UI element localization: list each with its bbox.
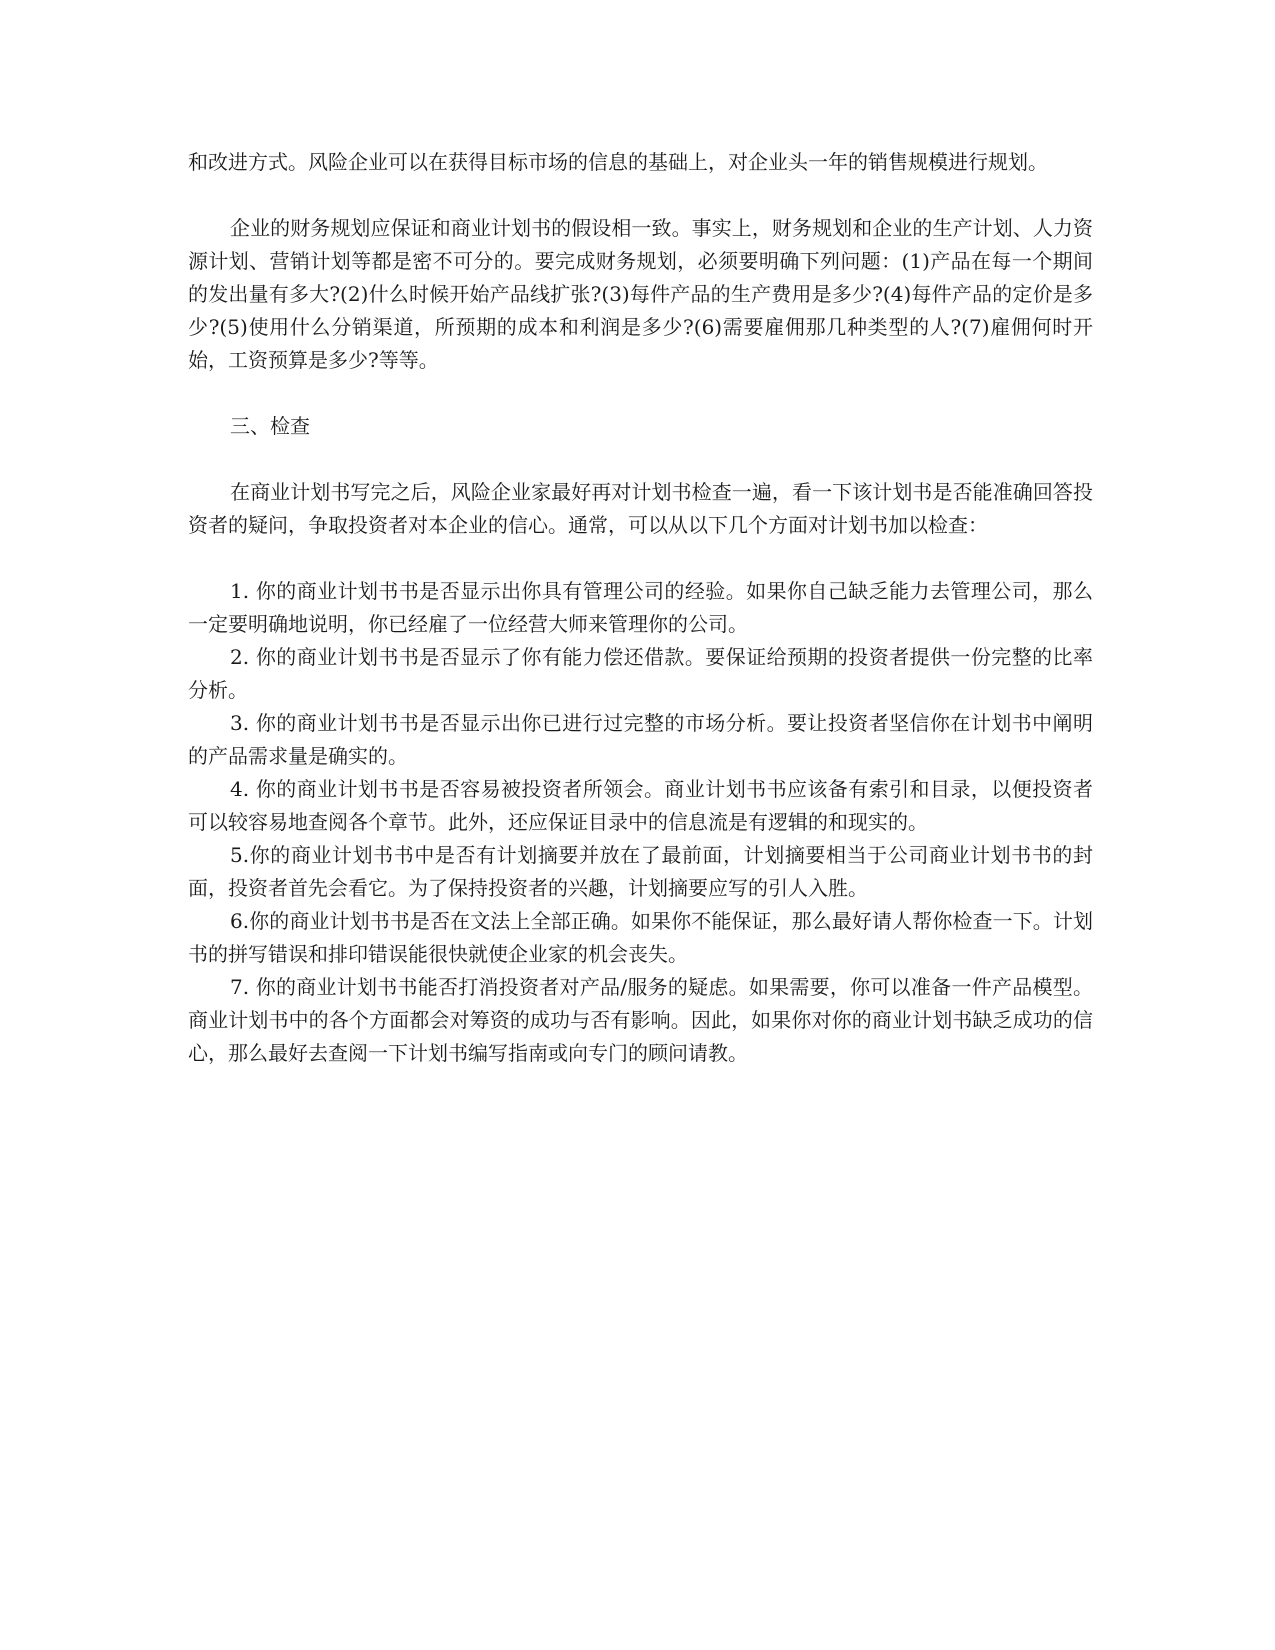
list-item-4: 4. 你的商业计划书书是否容易被投资者所领会。商业计划书书应该备有索引和目录，以便投资者可以较容易地查阅各个章节。此外，还应保证目录中的信息流是有逻辑的和现实的。: [188, 777, 1093, 834]
section-heading-check: 三、检查: [230, 414, 310, 438]
paragraph-check-intro: 在商业计划书写完之后，风险企业家最好再对计划书检查一遍，看一下该计划书是否能准确回答投资者的疑问，争取投资者对本企业的信心。通常，可以从以下几个方面对计划书加以检查：: [188, 480, 1093, 537]
list-item-6: 6.你的商业计划书书是否在文法上全部正确。如果你不能保证，那么最好请人帮你检查一下。计划书的拼写错误和排印错误能很快就使企业家的机会丧失。: [188, 909, 1093, 966]
list-item-3: 3. 你的商业计划书书是否显示出你已进行过完整的市场分析。要让投资者坚信你在计划书中阐明的产品需求量是确实的。: [188, 711, 1093, 768]
paragraph-financial-planning: 企业的财务规划应保证和商业计划书的假设相一致。事实上，财务规划和企业的生产计划、人力资源计划、营销计划等都是密不可分的。要完成财务规划，必须要明确下列问题：(1)产品在每一个期间的发出量有多大?(2)什么时候开始产品线扩张?(3)每件产品的生产费用是多少?(4)每件产品的定价是多少?(5)使用什么分销渠道，所预期的成本和利润是多少?(6)需要雇佣那几种类型的人?(7)雇佣何时开始，工资预算是多少?等等。: [188, 216, 1093, 372]
list-item-5: 5.你的商业计划书书中是否有计划摘要并放在了最前面，计划摘要相当于公司商业计划书书的封面，投资者首先会看它。为了保持投资者的兴趣，计划摘要应写的引人入胜。: [188, 843, 1093, 900]
document-page: [188, 146, 1093, 1070]
list-item-7: 7. 你的商业计划书书能否打消投资者对产品/服务的疑虑。如果需要，你可以准备一件产品模型。 商业计划书中的各个方面都会对筹资的成功与否有影响。因此，如果你对你的商业计划书缺乏成功的信心，那么最好去查阅一下计划书编写指南或向专门的顾问请教。: [188, 975, 1093, 1065]
list-item-2: 2. 你的商业计划书书是否显示了你有能力偿还借款。要保证给预期的投资者提供一份完整的比率分析。: [188, 645, 1093, 702]
list-item-1: 1. 你的商业计划书书是否显示出你具有管理公司的经验。如果你自己缺乏能力去管理公司，那么一定要明确地说明，你已经雇了一位经营大师来管理你的公司。: [188, 579, 1093, 636]
paragraph-continuation: 和改进方式。风险企业可以在获得目标市场的信息的基础上，对企业头一年的销售规模进行规划。: [188, 150, 1048, 174]
